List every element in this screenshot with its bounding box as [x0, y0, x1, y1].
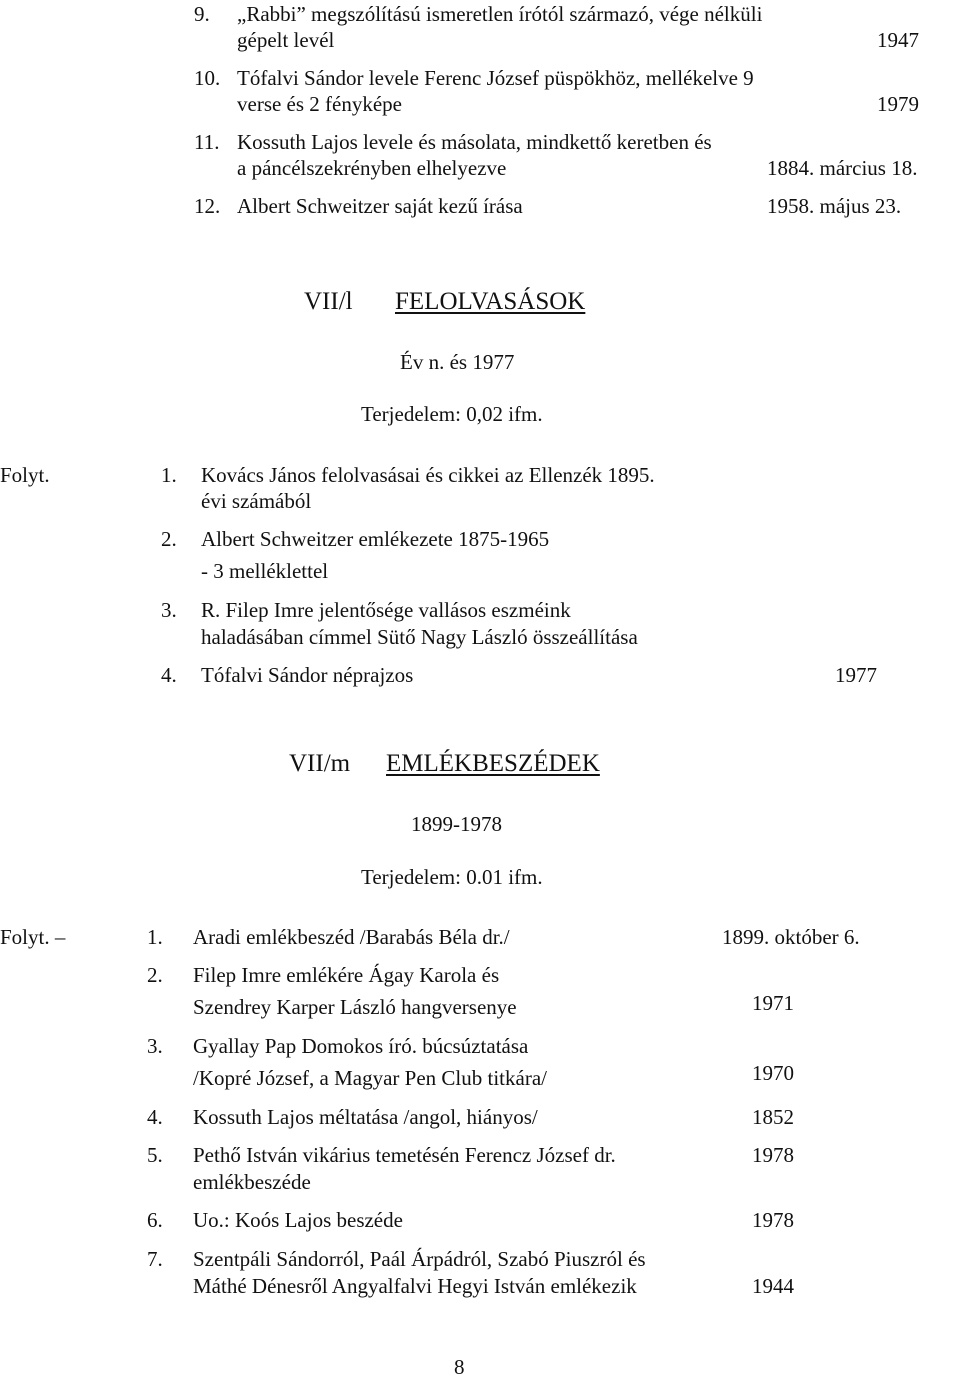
- list-item-text: haladásában címmel Sütő Nagy László összeállítása: [201, 625, 638, 649]
- list-item-date: 1958. május 23.: [767, 194, 902, 218]
- list-item-number: 3.: [147, 1034, 163, 1058]
- list-item-text: Szendrey Karper László hangversenye: [193, 995, 517, 1019]
- list-item-text: „Rabbi” megszólítású ismeretlen írótól származó, vége nélküli: [237, 2, 763, 26]
- list-item-date: 1978: [752, 1208, 794, 1232]
- list-item-date: 1971: [752, 991, 794, 1015]
- section-extent: Terjedelem: 0,02 ifm.: [361, 402, 543, 426]
- list-item-text: Pethő István vikárius temetésén Ferencz József dr.: [193, 1143, 616, 1167]
- section-title: EMLÉKBESZÉDEK: [386, 750, 600, 777]
- list-item-text: Kossuth Lajos levele és másolata, mindkettő keretben és: [237, 130, 712, 154]
- folyt-label: Folyt.: [0, 463, 50, 487]
- section-title: FELOLVASÁSOK: [395, 288, 586, 315]
- section-years: Év n. és 1977: [400, 350, 515, 374]
- list-item-number: 9.: [194, 2, 210, 26]
- list-item-year: 1979: [877, 92, 919, 116]
- list-item-date: 1899. október 6.: [722, 925, 860, 949]
- list-item-text: Aradi emlékbeszéd /Barabás Béla dr./: [193, 925, 510, 949]
- list-item-number: 7.: [147, 1247, 163, 1271]
- list-item-text: gépelt levél: [237, 28, 335, 52]
- list-item-number: 11.: [194, 130, 220, 154]
- list-item-text: Kossuth Lajos méltatása /angol, hiányos/: [193, 1105, 538, 1129]
- list-item-year: 1947: [877, 28, 919, 52]
- list-item-text: a páncélszekrényben elhelyezve: [237, 156, 507, 180]
- list-item-number: 10.: [194, 66, 221, 90]
- list-item-number: 2.: [161, 527, 177, 551]
- list-item-text: emlékbeszéde: [193, 1170, 311, 1194]
- list-item-date: 1978: [752, 1143, 794, 1167]
- list-item-number: 3.: [161, 598, 177, 622]
- list-item-date: 1970: [752, 1061, 794, 1085]
- list-item-text: Szentpáli Sándorról, Paál Árpádról, Szabó Piuszról és: [193, 1247, 646, 1271]
- list-item-text: R. Filep Imre jelentősége vallásos eszméink: [201, 598, 571, 622]
- list-item-number: 4.: [161, 663, 177, 687]
- list-item-text: Máthé Dénesről Angyalfalvi Hegyi István emlékezik: [193, 1274, 637, 1298]
- list-item-number: 12.: [194, 194, 221, 218]
- list-item-year: 1977: [835, 663, 877, 687]
- folyt-label: Folyt. –: [0, 925, 66, 949]
- page-number: 8: [454, 1355, 465, 1379]
- section-extent: Terjedelem: 0.01 ifm.: [361, 865, 543, 889]
- list-item-text: Tófalvi Sándor levele Ferenc József püspökhöz, mellékelve 9: [237, 66, 754, 90]
- list-item-text: Filep Imre emlékére Ágay Karola és: [193, 963, 500, 987]
- list-item-text: évi számából: [201, 489, 312, 513]
- list-item-text: Albert Schweitzer emlékezete 1875-1965: [201, 527, 550, 551]
- list-item-date: 1944: [752, 1274, 794, 1298]
- list-item-text: Gyallay Pap Domokos író. búcsúztatása: [193, 1034, 529, 1058]
- list-item-text: Albert Schweitzer saját kezű írása: [237, 194, 523, 218]
- section-code: VII/m: [289, 750, 351, 777]
- list-item-number: 4.: [147, 1105, 163, 1129]
- list-item-number: 2.: [147, 963, 163, 987]
- list-item-text: Uo.: Koós Lajos beszéde: [193, 1208, 403, 1232]
- list-item-text: Kovács János felolvasásai és cikkei az Ellenzék 1895.: [201, 463, 655, 487]
- section-years: 1899-1978: [411, 812, 502, 836]
- list-item-number: 1.: [147, 925, 163, 949]
- list-item-number: 5.: [147, 1143, 163, 1167]
- list-item-number: 1.: [161, 463, 177, 487]
- list-item-text: Tófalvi Sándor néprajzos: [201, 663, 414, 687]
- list-item-number: 6.: [147, 1208, 163, 1232]
- list-item-date: 1852: [752, 1105, 794, 1129]
- list-item-text: /Kopré József, a Magyar Pen Club titkára/: [193, 1066, 547, 1090]
- section-code: VII/l: [304, 288, 353, 315]
- list-item-text: - 3 melléklettel: [201, 559, 329, 583]
- list-item-date: 1884. március 18.: [767, 156, 918, 180]
- list-item-text: verse és 2 fényképe: [237, 92, 403, 116]
